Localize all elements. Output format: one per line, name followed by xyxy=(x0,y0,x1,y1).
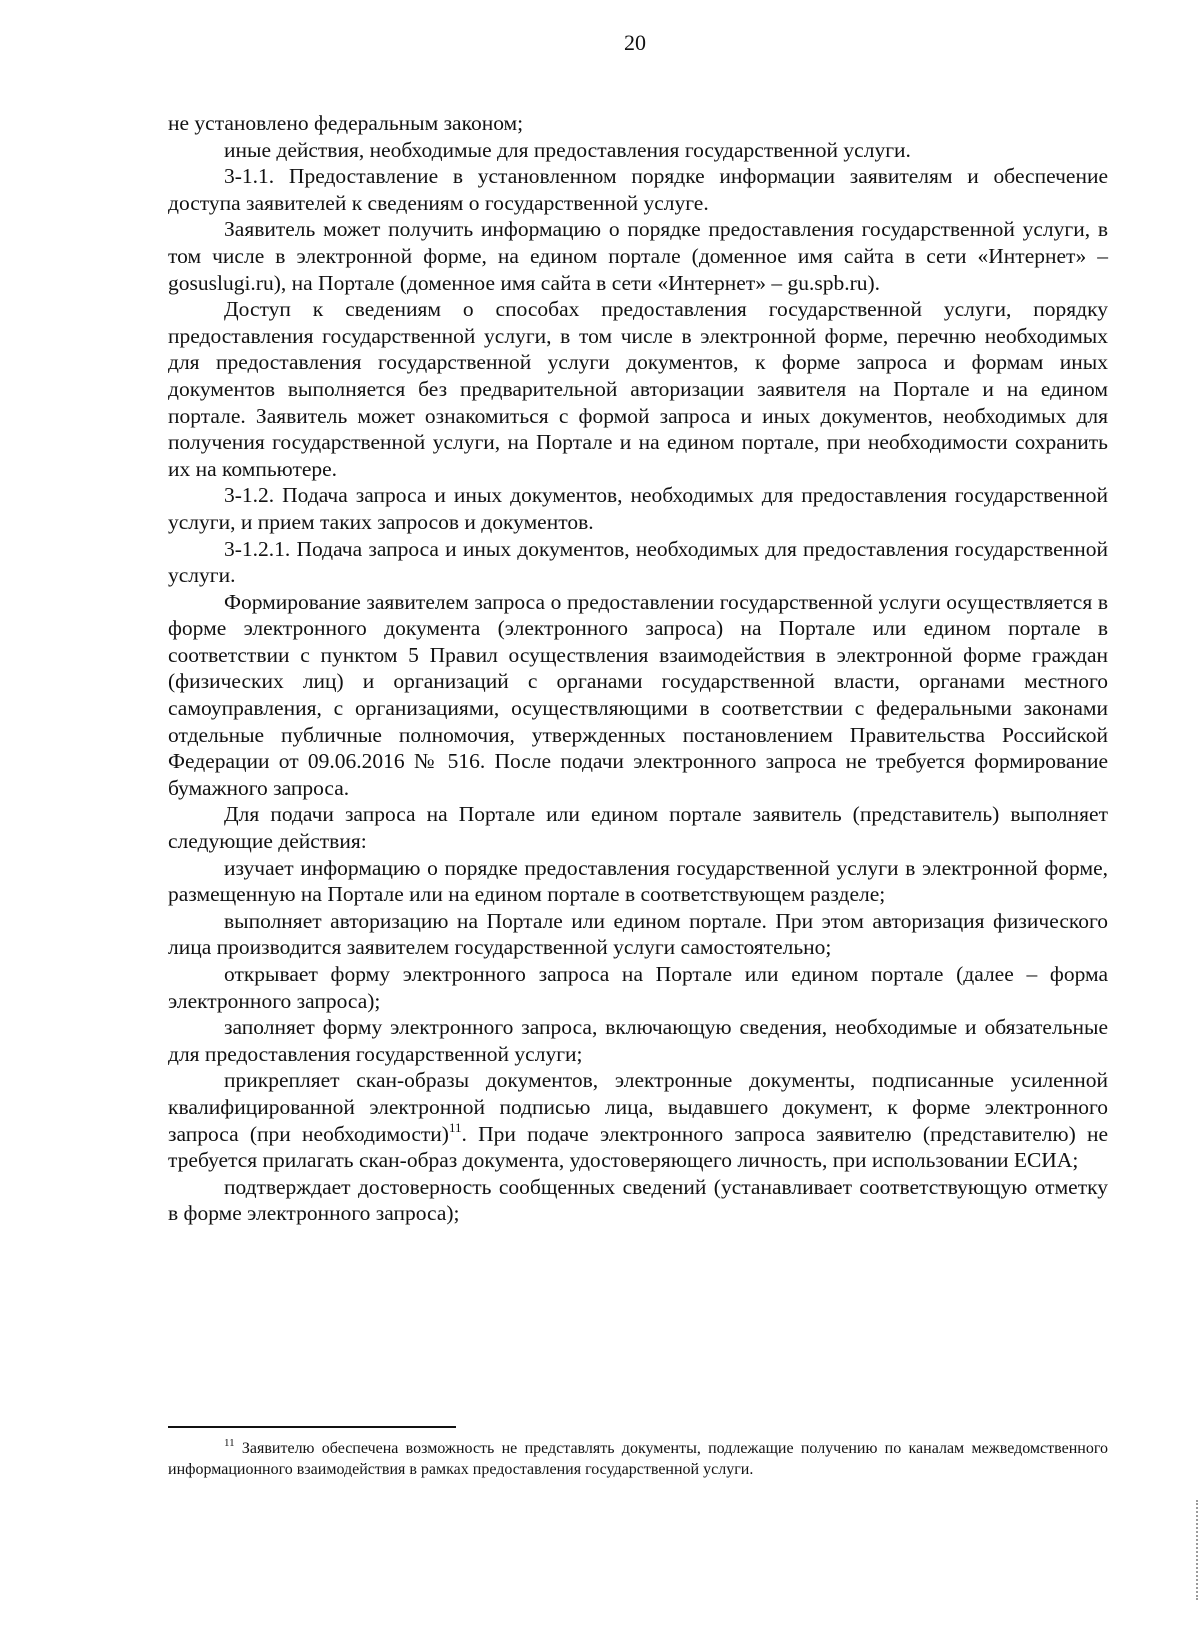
section-heading-3-1-1: 3-1.1. Предоставление в установленном порядке информации заявителям и обеспечение доступа заявителей к сведениям о государственной услуге. xyxy=(168,164,1108,215)
paragraph: Доступ к сведениям о способах предоставления государственной услуги, порядку предоставления государственной услуги, в том числе в электронной форме, перечню необходимых для предоставления государственной услуги документов, к форме запроса и формам иных документов выполняется без предварительной авторизации заявителя на Портале и на едином портале. Заявитель может ознакомиться с формой запроса и иных документов, необходимых для получения государственной услуги, на Портале и на едином портале, при необходимости сохранить их на компьютере. xyxy=(168,297,1108,481)
section-heading-3-1-2: 3-1.2. Подача запроса и иных документов, необходимых для предоставления государственной услуги, и прием таких запросов и документов. xyxy=(168,483,1108,534)
list-item-text: . При подаче электронного запроса заявителю (представителю) не требуется прилагать скан-образ документа, удостоверяющего личность, при использовании ЕСИА; xyxy=(168,1121,1109,1173)
list-item: подтверждает достоверность сообщенных сведений (устанавливает соответствующую отметку в форме электронного запроса); xyxy=(168,1174,1108,1226)
document-body xyxy=(168,110,1108,1227)
footnote-number: 11 xyxy=(224,1437,235,1449)
list-item-with-footnote xyxy=(168,1067,1108,1173)
scan-edge-mark xyxy=(1194,1500,1198,1600)
footnote-text: Заявителю обеспечена возможность не представлять документы, подлежащие получению по каналам межведомственного информационного взаимодействия в рамках предоставления государственной услуги. xyxy=(168,1440,1108,1478)
list-item: заполняет форму электронного запроса, включающую сведения, необходимые и обязательные для предоставления государственной услуги; xyxy=(168,1015,1108,1066)
footnote-separator xyxy=(168,1426,456,1428)
page-number: 20 xyxy=(624,30,646,55)
section-heading-3-1-2-1: 3-1.2.1. Подача запроса и иных документов, необходимых для предоставления государственной услуги. xyxy=(168,536,1108,588)
list-item: изучает информацию о порядке предоставления государственной услуги в электронной форме, размещенную на Портале или на едином портале в соответствующем разделе; xyxy=(168,855,1108,907)
paragraph: иные действия, необходимые для предоставления государственной услуги. xyxy=(224,137,911,162)
footnote xyxy=(168,1438,1108,1480)
paragraph: не установлено федеральным законом; xyxy=(168,111,524,135)
list-item: выполняет авторизацию на Портале или едином портале. При этом авторизация физического лица производится заявителем государственной услуги самостоятельно; xyxy=(168,908,1108,960)
list-item-text: прикрепляет скан-образы документов, электронные документы, подписанные усиленной квалифицированной электронной подписью лица, выдавшего документ, к форме электронного запроса (при необходимости) xyxy=(168,1068,1108,1146)
paragraph: Формирование заявителем запроса о предоставлении государственной услуги осуществляется в форме электронного документа (электронного запроса) на Портале или едином портале в соответствии с пунктом 5 Правил осуществления взаимодействия в электронной форме граждан (физических лиц) и организаций с органами государственной власти, органами местного самоуправления, с организациями, осуществляющими в соответствии с федеральными законами отдельные публичные полномочия, утвержденных постановлением Правительства Российской Федерации от 09.06.2016 № 516. После подачи электронного запроса не требуется формирование бумажного запроса. xyxy=(168,589,1108,800)
paragraph: Для подачи запроса на Портале или едином портале заявитель (представитель) выполняет следующие действия: xyxy=(168,802,1108,854)
footnote-reference[interactable]: 11 xyxy=(448,1119,462,1135)
paragraph: Заявитель может получить информацию о порядке предоставления государственной услуги, в том числе в электронной форме, на едином портале (доменное имя сайта в сети «Интернет» – gosuslugi.ru), на Портале (доменное имя сайта в сети «Интернет» – gu.spb.ru). xyxy=(168,217,1108,295)
list-item: открывает форму электронного запроса на Портале или едином портале (далее – форма электронного запроса); xyxy=(168,962,1108,1013)
